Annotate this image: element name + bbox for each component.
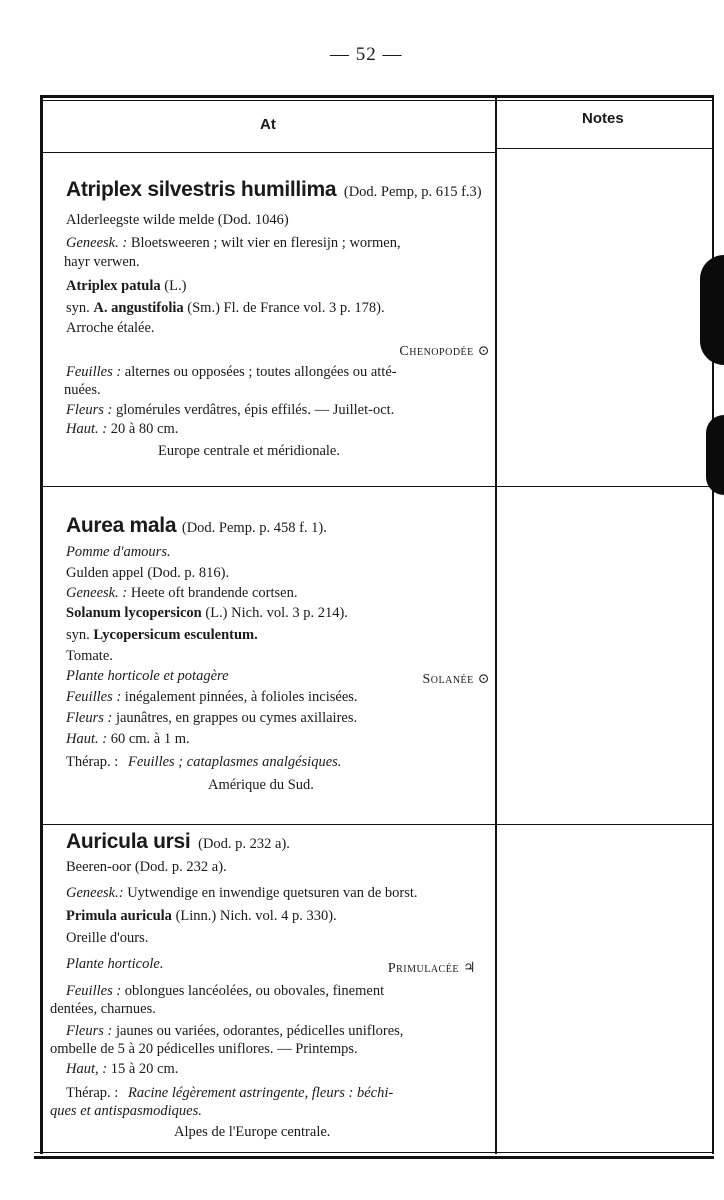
feuilles-text-cont: dentées, charnues. [50,1001,156,1017]
left-border [40,98,43,1154]
region: Amérique du Sud. [208,777,314,793]
species-name: Primula auricula [66,908,172,924]
therap-text: Feuilles ; cataplasmes analgésiques. [127,754,342,770]
therap-label: Thérap. : [66,1085,119,1101]
fleurs-label: Fleurs : [66,710,113,726]
feuilles-text: oblongues lancéolées, ou obovales, finement [124,983,385,999]
haut-text: 60 cm. à 1 m. [110,731,190,747]
haut-label: Haut. : [66,731,108,747]
bottom-rule-thick [34,1156,714,1159]
therap-text-cont: ques et antispasmodiques. [50,1103,202,1119]
species-author: (L.) [164,278,187,294]
haut-text: 15 à 20 cm. [110,1061,179,1077]
synonym-ref: (Sm.) Fl. de France vol. 3 p. 178). [187,300,385,316]
geneesk-text: Uytwendige en inwendige quetsuren van de borst. [127,885,418,901]
syn-label: syn. [66,300,90,316]
french-name: Tomate. [66,648,113,664]
bottom-rule-thin [34,1152,714,1153]
entry-title: Atriplex silvestris humillima [66,178,337,201]
geneesk-label: Geneesk. : [66,235,128,251]
culture-note: Plante horticole. [66,956,164,972]
flemish-name: Gulden appel (Dod. p. 816). [66,565,230,581]
column-header-notes: Notes [582,110,624,127]
flemish-name: Alderleegste wilde melde (Dod. 1046) [66,212,289,228]
entry-auricula-ursi [50,830,490,1142]
haut-text: 20 à 80 cm. [110,421,179,437]
entry-divider-1 [43,486,712,487]
feuilles-text: alternes ou opposées ; toutes allongées ou atté- [124,364,397,380]
column-divider [495,98,497,1154]
entry-title: Aurea mala [66,514,177,537]
species-ref: (Linn.) Nich. vol. 4 p. 330). [175,908,337,924]
scan-shadow-lower [706,415,724,495]
haut-label: Haut, : [66,1061,108,1077]
top-rule-thick [40,95,714,98]
fleurs-text: glomérules verdâtres, épis effilés. — Juillet-oct. [115,402,395,418]
feuilles-text: inégalement pinnées, à folioles incisées. [124,689,358,705]
therap-text: Racine légèrement astringente, fleurs : béchi- [127,1085,394,1101]
dodoens-ref: (Dod. Pemp. p. 458 f. 1). [181,520,327,536]
plant-family: Primulacée ♃ [387,961,476,976]
french-italic-name: Pomme d'amours. [66,544,171,560]
region: Alpes de l'Europe centrale. [174,1124,331,1140]
haut-label: Haut. : [66,421,108,437]
french-name: Oreille d'ours. [66,930,149,946]
species-name: Solanum lycopersicon [66,605,202,621]
feuilles-label: Feuilles : [66,689,122,705]
species-name: Atriplex patula [66,278,161,294]
flemish-name: Beeren-oor (Dod. p. 232 a). [66,859,227,875]
geneesk-text-cont: hayr verwen. [64,254,140,270]
header-divider-left [43,152,495,153]
region: Europe centrale et méridionale. [158,443,340,459]
scan-shadow-upper [700,255,724,365]
feuilles-label: Feuilles : [66,364,122,380]
plant-family: Solanée ⊙ [422,672,490,687]
page-number: — 52 — [330,44,403,65]
dodoens-ref: (Dod. Pemp, p. 615 f.3) [343,184,482,200]
entry-atriplex [66,180,490,470]
header-divider-right [497,148,712,149]
dodoens-ref: (Dod. p. 232 a). [198,836,290,852]
entry-title: Auricula ursi [66,830,191,853]
top-rule-thin [40,100,714,101]
geneesk-label: Geneesk.: [66,885,124,901]
entry-divider-2 [43,824,712,825]
synonym: Lycopersicum esculentum. [93,627,258,643]
geneesk-label: Geneesk. : [66,585,128,601]
fleurs-text-cont: ombelle de 5 à 20 pédicelles uniflores. — Printemps. [50,1041,358,1057]
geneesk-text: Heete oft brandende cortsen. [130,585,298,601]
syn-label: syn. [66,627,90,643]
therap-label: Thérap. : [66,754,119,770]
entry-aurea-mala [66,516,490,806]
fleurs-label: Fleurs : [66,402,113,418]
geneesk-text: Bloetsweeren ; wilt vier en fleresijn ; wormen, [130,235,401,251]
fleurs-text: jaunâtres, en grappes ou cymes axillaires. [115,710,358,726]
fleurs-text: jaunes ou variées, odorantes, pédicelles uniflores, [115,1023,404,1039]
plant-family: Chenopodée ⊙ [399,344,490,359]
fleurs-label: Fleurs : [66,1023,113,1039]
french-name: Arroche étalée. [66,320,155,336]
species-ref: (L.) Nich. vol. 3 p. 214). [205,605,348,621]
column-header-at: At [260,116,276,133]
feuilles-text-cont: nuées. [64,382,101,398]
feuilles-label: Feuilles : [66,983,122,999]
culture-note: Plante horticole et potagère [66,668,229,684]
synonym: A. angustifolia [93,300,184,316]
